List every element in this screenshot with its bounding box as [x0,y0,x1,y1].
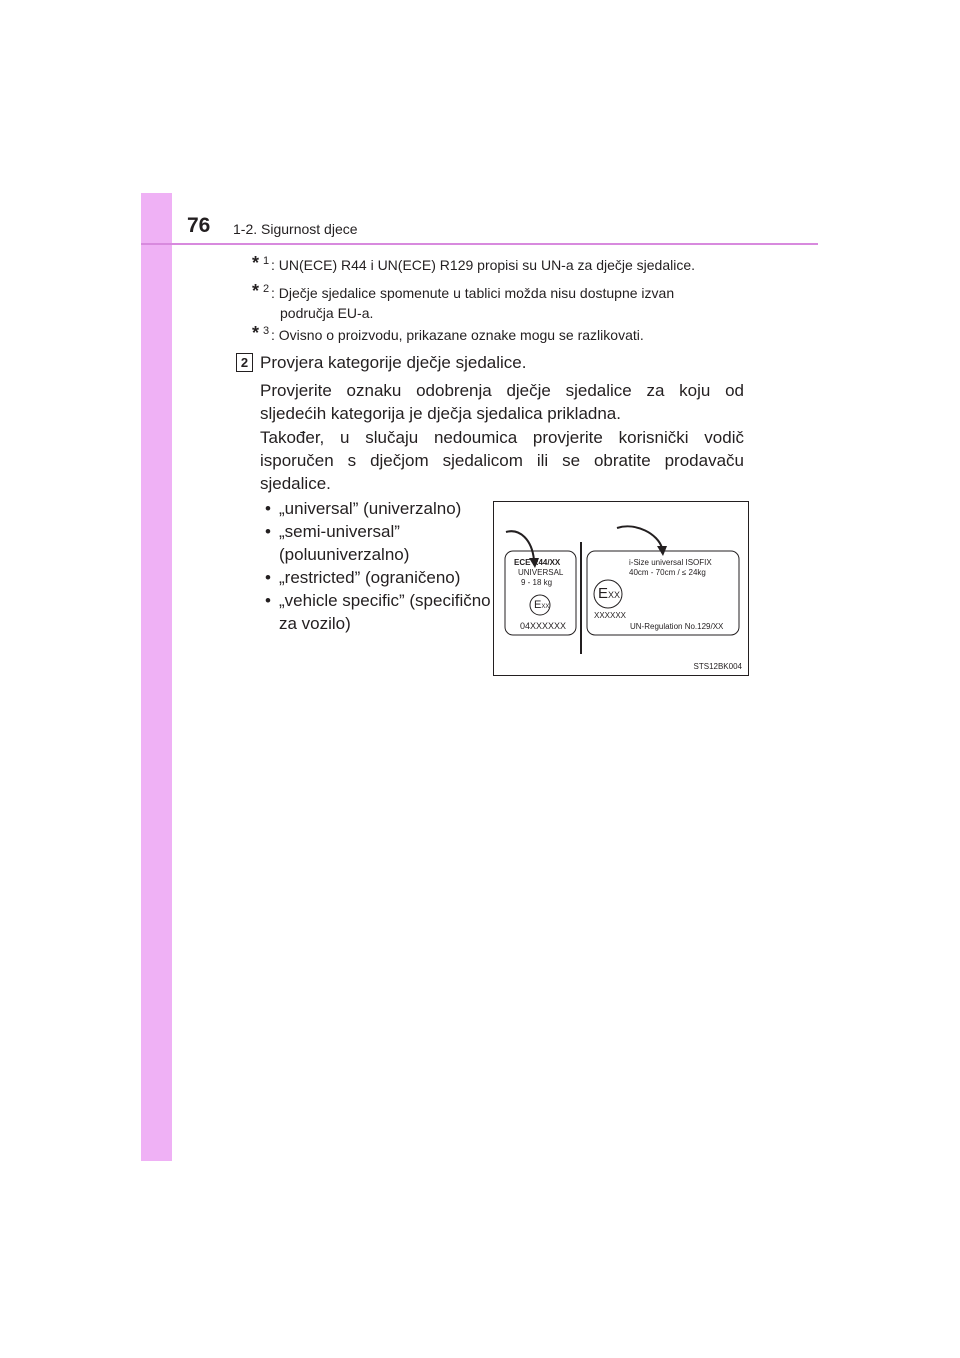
footnote-marker: * [252,281,260,301]
right-label-line1: i-Size universal ISOFIX [629,558,712,567]
step-paragraph-2: Također, u slučaju nedoumica provjerite korisnički vodič isporučen s dječjom sjedalicom ili se obratite prodavaču sjedalice. [260,428,744,493]
footnote-3 [252,325,747,345]
figure-code: STS12BK004 [693,662,742,671]
side-color-band [141,193,172,1161]
left-label-line1: ECE R44/XX [514,558,561,567]
left-label-line2: UNIVERSAL [518,568,564,577]
step-number-box: 2 [236,353,253,372]
list-item: • „universal” (univerzalno) [265,499,462,518]
right-e-mark: EXX [598,585,621,602]
header-divider [141,243,818,245]
right-label-line2: 40cm - 70cm / ≤ 24kg [629,568,706,577]
footnote-1 [252,255,747,275]
list-item: • „vehicle specific” (specifično za vozilo) [265,591,491,633]
left-label-line3: 9 - 18 kg [521,578,553,587]
footnote-2 [252,283,747,323]
footnote-text-continued: područja EU-a. [280,305,374,321]
figure-drawing [494,502,750,677]
list-item: • „restricted” (ograničeno) [265,568,461,587]
right-arrow-icon [617,526,662,548]
header-band [141,193,818,245]
approval-label-figure [493,501,749,676]
footnote-number: 3 [263,325,270,337]
footnote-number: 2 [263,283,270,295]
page-number: 76 [187,214,211,237]
footnote-text: : UN(ECE) R44 i UN(ECE) R129 propisi su UN-a za dječje sjedalice. [271,257,696,273]
right-regulation: UN-Regulation No.129/XX [630,622,724,631]
right-approval-code: XXXXXX [594,611,627,620]
footnote-text: : Ovisno o proizvodu, prikazane oznake mogu se razlikovati. [271,327,644,343]
left-arrow-icon [506,531,534,560]
footnote-text: : Dječje sjedalice spomenute u tablici možda nisu dostupne izvan [271,285,675,301]
footnote-marker: * [252,323,260,343]
footnote-number: 1 [263,255,270,267]
list-item: • „semi-universal” (poluuniverzalno) [265,522,410,564]
section-title: 1-2. Sigurnost djece [233,221,358,237]
left-e-mark: EXX [534,599,550,611]
category-list [265,497,495,635]
step-paragraph-1: Provjerite oznaku odobrenja dječje sjedalice za koju od sljedećih kategorija je dječja sjedalica prikladna. [260,381,744,423]
left-approval-code: 04XXXXXX [520,621,567,631]
step-title: Provjera kategorije dječje sjedalice. [260,353,527,372]
footnote-marker: * [252,253,260,273]
